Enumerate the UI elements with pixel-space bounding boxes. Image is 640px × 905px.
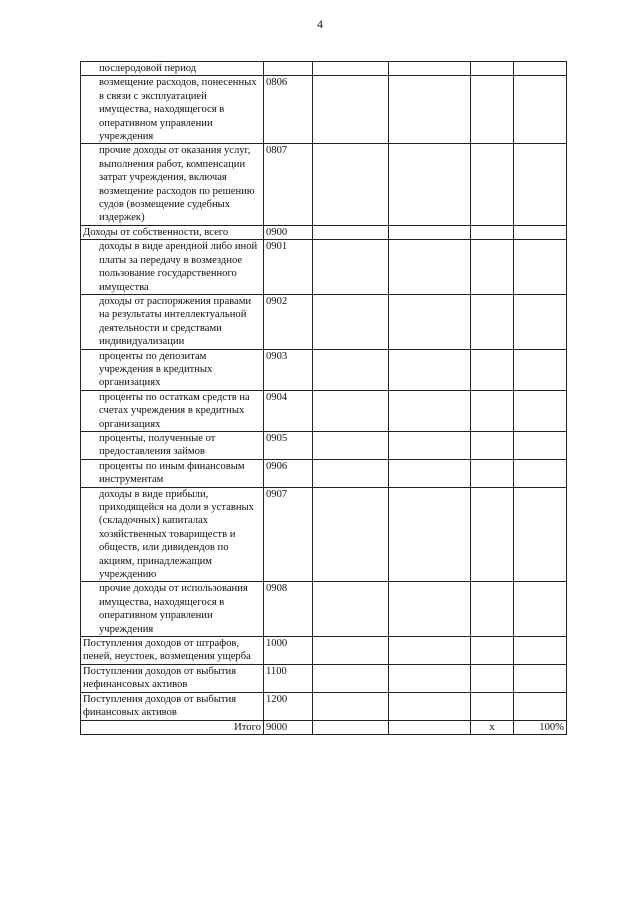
- table-row: [81, 664, 567, 692]
- row-cell-4: [389, 62, 471, 76]
- row-name: прочие доходы от оказания услуг, выполнения работ, компенсации затрат учреждения, включая возмещение расходов по решению судов (возмещение судебных издержек): [81, 144, 264, 225]
- row-name: Поступления доходов от выбытия финансовых активов: [81, 692, 264, 720]
- row-cell-6: [514, 62, 567, 76]
- row-code: 1200: [264, 692, 313, 720]
- row-cell-3: [313, 582, 389, 637]
- row-cell-5: [471, 459, 514, 487]
- row-cell-6: [514, 144, 567, 225]
- row-code: 0905: [264, 431, 313, 459]
- row-code: 0906: [264, 459, 313, 487]
- table-row: [81, 487, 567, 582]
- row-cell-6: [514, 349, 567, 390]
- row-cell-3: [313, 459, 389, 487]
- row-cell-6: [514, 459, 567, 487]
- row-cell-5: [471, 664, 514, 692]
- row-cell-4: [389, 459, 471, 487]
- row-cell-3: [313, 62, 389, 76]
- page-number: 4: [317, 17, 323, 31]
- row-cell-4: [389, 390, 471, 431]
- row-code: 1000: [264, 637, 313, 665]
- row-cell-5: [471, 62, 514, 76]
- row-name: проценты по иным финансовым инструментам: [81, 459, 264, 487]
- table-row: [81, 76, 567, 144]
- row-name: проценты по остаткам средств на счетах учреждения в кредитных организациях: [81, 390, 264, 431]
- total-percent: 100%: [514, 720, 567, 734]
- table-row: [81, 294, 567, 349]
- row-cell-6: [514, 240, 567, 295]
- row-cell-4: [389, 144, 471, 225]
- row-cell-4: [389, 582, 471, 637]
- row-name: возмещение расходов, понесенных в связи с эксплуатацией имущества, находящегося в оперативном управлении учреждения: [81, 76, 264, 144]
- row-code: 0900: [264, 225, 313, 239]
- row-name: Доходы от собственности, всего: [81, 225, 264, 239]
- row-cell-4: [389, 240, 471, 295]
- row-cell-5: [471, 349, 514, 390]
- row-name: Поступления доходов от выбытия нефинансовых активов: [81, 664, 264, 692]
- row-name: проценты по депозитам учреждения в кредитных организациях: [81, 349, 264, 390]
- table-row: [81, 144, 567, 225]
- row-cell-6: [514, 692, 567, 720]
- row-cell-6: [514, 637, 567, 665]
- row-cell-4: [389, 431, 471, 459]
- row-cell-5: [471, 637, 514, 665]
- row-cell-6: [514, 390, 567, 431]
- row-cell-3: [313, 390, 389, 431]
- row-cell-3: [313, 294, 389, 349]
- total-cell-4: [389, 720, 471, 734]
- row-code: 0907: [264, 487, 313, 582]
- row-cell-3: [313, 431, 389, 459]
- row-code: 0908: [264, 582, 313, 637]
- row-cell-3: [313, 692, 389, 720]
- row-code: 1100: [264, 664, 313, 692]
- table-row: [81, 349, 567, 390]
- table-row: [81, 225, 567, 239]
- row-cell-3: [313, 349, 389, 390]
- row-cell-4: [389, 664, 471, 692]
- row-cell-5: [471, 487, 514, 582]
- table-row: [81, 582, 567, 637]
- row-cell-4: [389, 487, 471, 582]
- row-code: 0902: [264, 294, 313, 349]
- row-code: [264, 62, 313, 76]
- row-name: доходы от распоряжения правами на результаты интеллектуальной деятельности и средствами индивидуализации: [81, 294, 264, 349]
- table-body: [81, 62, 567, 721]
- row-cell-4: [389, 692, 471, 720]
- row-cell-3: [313, 225, 389, 239]
- table-row: [81, 390, 567, 431]
- row-cell-5: [471, 431, 514, 459]
- row-cell-3: [313, 240, 389, 295]
- row-cell-5: [471, 692, 514, 720]
- row-cell-4: [389, 637, 471, 665]
- table-row: [81, 459, 567, 487]
- row-cell-4: [389, 294, 471, 349]
- total-cell-5: х: [471, 720, 514, 734]
- row-cell-6: [514, 76, 567, 144]
- row-cell-6: [514, 487, 567, 582]
- row-cell-5: [471, 294, 514, 349]
- row-cell-3: [313, 664, 389, 692]
- row-name: доходы в виде арендной либо иной платы за передачу в возмездное пользование государственного имущества: [81, 240, 264, 295]
- table-row: [81, 637, 567, 665]
- row-code: 0807: [264, 144, 313, 225]
- row-name: прочие доходы от использования имущества, находящегося в оперативном управлении учреждения: [81, 582, 264, 637]
- table-row: [81, 692, 567, 720]
- row-code: 0806: [264, 76, 313, 144]
- row-cell-4: [389, 225, 471, 239]
- row-cell-6: [514, 225, 567, 239]
- row-cell-3: [313, 487, 389, 582]
- row-cell-5: [471, 240, 514, 295]
- row-name: проценты, полученные от предоставления займов: [81, 431, 264, 459]
- row-cell-5: [471, 76, 514, 144]
- row-cell-5: [471, 390, 514, 431]
- row-code: 0903: [264, 349, 313, 390]
- total-label: Итого: [81, 720, 264, 734]
- row-cell-4: [389, 76, 471, 144]
- row-cell-6: [514, 294, 567, 349]
- row-cell-3: [313, 637, 389, 665]
- table-row: [81, 240, 567, 295]
- total-row: [81, 720, 567, 734]
- total-cell-3: [313, 720, 389, 734]
- row-cell-5: [471, 225, 514, 239]
- row-name: доходы в виде прибыли, приходящейся на доли в уставных (складочных) капиталах хозяйственных товариществ и обществ, или дивидендов по акциям, принадлежащим учреждению: [81, 487, 264, 582]
- row-code: 0904: [264, 390, 313, 431]
- row-cell-6: [514, 431, 567, 459]
- table-row: [81, 431, 567, 459]
- row-cell-3: [313, 76, 389, 144]
- total-code: 9000: [264, 720, 313, 734]
- row-name: Поступления доходов от штрафов, пеней, неустоек, возмещения ущерба: [81, 637, 264, 665]
- row-cell-6: [514, 664, 567, 692]
- row-cell-4: [389, 349, 471, 390]
- income-table: [80, 61, 567, 735]
- row-code: 0901: [264, 240, 313, 295]
- row-cell-5: [471, 144, 514, 225]
- row-cell-6: [514, 582, 567, 637]
- row-cell-3: [313, 144, 389, 225]
- row-name: послеродовой период: [81, 62, 264, 76]
- table-row: [81, 62, 567, 76]
- row-cell-5: [471, 582, 514, 637]
